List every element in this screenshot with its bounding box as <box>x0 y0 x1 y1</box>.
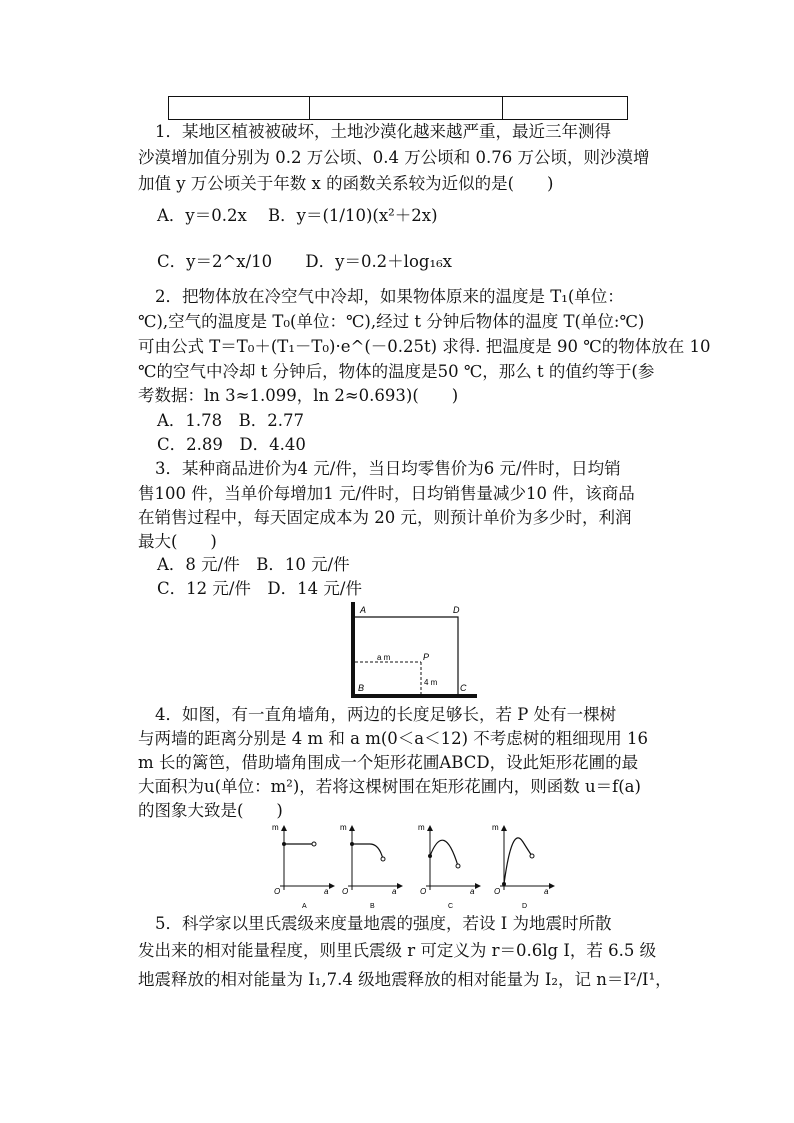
graph-option-c <box>418 823 478 910</box>
q1-line2: 沙漠增加值分别为 0.2 万公顷、0.4 万公顷和 0.76 万公顷，则沙漠增 <box>138 148 650 167</box>
graph-b-xlabel: a <box>392 887 397 896</box>
graph-b-caption: B <box>370 903 375 910</box>
top-table-fragment <box>168 96 628 120</box>
fence-rectangle <box>355 617 458 694</box>
q3-options-cd: C．12 元/件 D．14 元/件 <box>157 579 362 598</box>
q3-line3: 在销售过程中，每天固定成本为 20 元，则预计单价为多少时，利润 <box>138 508 632 527</box>
graph-option-a <box>272 823 332 910</box>
graph-d-curve <box>504 838 532 884</box>
graph-b-curve <box>352 844 383 859</box>
wall-corner-figure <box>346 600 480 702</box>
graph-a-origin: O <box>274 887 281 896</box>
q2-line5: 考数据：ln 3≈1.099，ln 2≈0.693)( ) <box>138 386 459 405</box>
q3-options-ab: A．8 元/件 B．10 元/件 <box>157 555 350 574</box>
graph-a-ylabel: m <box>272 823 279 832</box>
graph-d-xlabel: a <box>544 887 549 896</box>
label-a-m: a m <box>377 653 391 662</box>
graph-d-origin: O <box>494 887 501 896</box>
q4-line2: 与两墙的距离分别是 4 m 和 a m(0＜a＜12) 不考虑树的粗细现用 16 <box>138 729 649 748</box>
q4-line4: 大面积为u(单位：m²)，若将这棵树围在矩形花圃内，则函数 u＝f(a) <box>138 777 641 796</box>
horizontal-wall <box>351 694 477 698</box>
q4-line1: 4．如图，有一直角墙角，两边的长度足够长，若 P 处有一棵树 <box>155 705 617 724</box>
graph-c-curve <box>430 840 458 866</box>
label-P: P <box>423 652 430 662</box>
q3-line2: 售100 件，当单价每增加1 元/件时，日均销售量减少10 件，该商品 <box>138 484 635 503</box>
graph-d-caption: D <box>522 903 528 910</box>
q3-line4: 最大( ) <box>138 532 217 551</box>
q4-line5: 的图象大致是( ) <box>138 801 283 820</box>
label-D: D <box>453 605 460 615</box>
label-B: B <box>358 683 365 693</box>
graph-c-xlabel: a <box>470 887 475 896</box>
label-A: A <box>360 605 367 615</box>
q4-line3: m 长的篱笆，借助墙角围成一个矩形花圃ABCD，设此矩形花圃的最 <box>138 753 639 772</box>
q1-line3: 加值 y 万公顷关于年数 x 的函数关系较为近似的是( ) <box>138 174 554 193</box>
graph-c-origin: O <box>420 887 427 896</box>
q1-options-ab <box>157 204 438 228</box>
table-divider <box>502 97 503 119</box>
q2-line4: ℃的空气中冷却 t 分钟后，物体的温度是50 ℃，那么 t 的值约等于(参 <box>138 362 655 381</box>
q1-options-cd <box>157 250 452 274</box>
graph-a-xlabel: a <box>324 887 329 896</box>
q1-option-d: D．y＝0.2＋log₁₆x <box>305 252 452 271</box>
q5-line3: 地震释放的相对能量为 I₁,7.4 级地震释放的相对能量为 I₂，记 n＝I²/I¹， <box>138 970 672 989</box>
label-C: C <box>460 683 467 693</box>
label-4m: 4 m <box>424 678 438 687</box>
graph-a-caption: A <box>302 903 307 910</box>
q2-line3: 可由公式 T＝T₀＋(T₁－T₀)·e^(－0.25t) 求得. 把温度是 90 ℃的物体放在 10 <box>138 337 711 356</box>
q1-option-b: B．y＝(1/10)(x²＋2x) <box>268 206 438 225</box>
q4-graph-options <box>262 818 562 910</box>
graph-b-ylabel: m <box>340 823 347 832</box>
graph-option-b <box>340 823 400 910</box>
q2-options-cd: C．2.89 D．4.40 <box>157 435 306 454</box>
graph-c-caption: C <box>448 903 454 910</box>
graph-option-d <box>492 823 552 910</box>
q1-option-a: A．y＝0.2x <box>157 206 247 225</box>
q1-line1: 1．某地区植被被破坏，土地沙漠化越来越严重，最近三年测得 <box>155 122 611 141</box>
graph-c-ylabel: m <box>418 823 425 832</box>
q2-line1: 2．把物体放在冷空气中冷却，如果物体原来的温度是 T₁(单位： <box>155 287 624 306</box>
graph-b-origin: O <box>342 887 349 896</box>
q5-line1: 5．科学家以里氏震级来度量地震的强度，若设 I 为地震时所散 <box>155 914 612 933</box>
q1-option-c: C．y＝2^x/10 <box>157 252 273 271</box>
graph-d-ylabel: m <box>492 823 499 832</box>
q3-line1: 3．某种商品进价为4 元/件，当日均零售价为6 元/件时，日均销 <box>155 459 621 478</box>
q2-line2: ℃),空气的温度是 T₀(单位：℃),经过 t 分钟后物体的温度 T(单位:℃) <box>138 312 645 331</box>
q2-options-ab: A．1.78 B．2.77 <box>157 411 305 430</box>
table-divider <box>309 97 310 119</box>
q5-line2: 发出来的相对能量程度，则里氏震级 r 可定义为 r＝0.6lg I，若 6.5 级 <box>138 941 657 960</box>
vertical-wall <box>351 602 355 698</box>
